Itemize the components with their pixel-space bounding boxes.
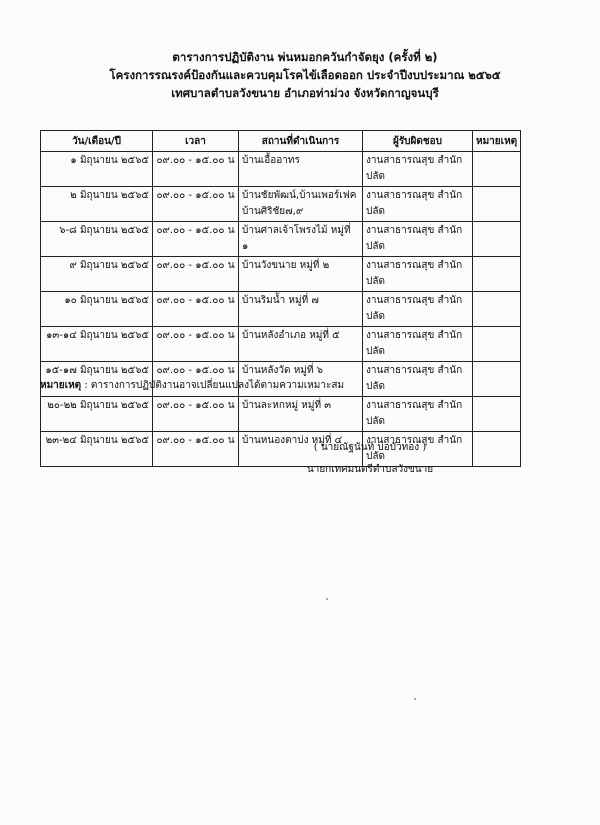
cell-note [473,222,521,257]
cell-responsible: งานสาธารณสุข สำนักปลัด [363,292,473,327]
cell-note [473,152,521,187]
table-row [41,222,521,257]
cell-note [473,432,521,467]
cell-time: ๐๙.๐๐ - ๑๕.๐๐ น [153,152,239,187]
column-header-responsible: ผู้รับผิดชอบ [363,131,473,152]
document-header [60,48,550,102]
cell-date: ๒๐-๒๒ มิถุนายน ๒๕๖๕ [41,397,153,432]
header-organization: เทศบาลตำบลวังขนาย อำเภอท่าม่วง จังหวัดกาญจนบุรี [171,86,439,100]
cell-date: ๑๕-๑๗ มิถุนายน ๒๕๖๕ [41,362,153,397]
schedule-table [40,130,521,467]
column-header-date: วัน/เดือน/ปี [41,131,153,152]
cell-note [473,257,521,292]
cell-place [239,187,363,222]
cell-responsible: งานสาธารณสุข สำนักปลัด [363,432,473,467]
table-row [41,257,521,292]
cell-place: บ้านริมน้ำ หมู่ที่ ๗ [239,292,363,327]
cell-note [473,292,521,327]
cell-place: บ้านหลังอำเภอ หมู่ที่ ๕ [239,327,363,362]
cell-time: ๐๙.๐๐ - ๑๕.๐๐ น [153,292,239,327]
cell-time: ๐๙.๐๐ - ๑๕.๐๐ น [153,222,239,257]
cell-note [473,327,521,362]
column-header-note: หมายเหตุ [473,131,521,152]
cell-responsible: งานสาธารณสุข สำนักปลัด [363,362,473,397]
cell-responsible: งานสาธารณสุข สำนักปลัด [363,397,473,432]
remark-label: หมายเหตุ [40,380,82,391]
cell-date: ๙ มิถุนายน ๒๕๖๕ [41,257,153,292]
table-row [41,152,521,187]
cell-place: บ้านหลังวัด หมู่ที่ ๖ [239,362,363,397]
header-project: โครงการรณรงค์ป้องกันและควบคุมโรคไข้เลือดออก ประจำปีงบประมาณ ๒๕๖๕ [109,68,501,82]
cell-place: บ้านหนองตาบ่ง หมู่ที่ ๔ [239,432,363,467]
cell-date: ๒ มิถุนายน ๒๕๖๕ [41,187,153,222]
cell-note [473,362,521,397]
cell-place-line2: บ้านศิริชัย๗,๙ [242,206,304,217]
remark-text: : ตารางการปฏิบัติงานอาจเปลี่ยนแปลงได้ตามความเหมาะสม [81,380,345,391]
scan-speck [414,698,416,700]
table-row [41,327,521,362]
table-header-row [41,131,521,152]
cell-responsible: งานสาธารณสุข สำนักปลัด [363,257,473,292]
cell-place: บ้านละหกหมู่ หมู่ที่ ๓ [239,397,363,432]
table-row [41,187,521,222]
table-row [41,292,521,327]
cell-date: ๑๓-๑๔ มิถุนายน ๒๕๖๕ [41,327,153,362]
cell-time: ๐๙.๐๐ - ๑๕.๐๐ น [153,397,239,432]
cell-time: ๐๙.๐๐ - ๑๕.๐๐ น [153,187,239,222]
column-header-time: เวลา [153,131,239,152]
cell-place-line1: บ้านชัยพัฒน์,บ้านเพอร์เฟค [242,190,357,201]
cell-note [473,397,521,432]
cell-place: บ้านวังขนาย หมู่ที่ ๒ [239,257,363,292]
cell-time: ๐๙.๐๐ - ๑๕.๐๐ น [153,362,239,397]
header-title: ตารางการปฏิบัติงาน พ่นหมอกควันกำจัดยุง (ครั้งที่ ๒) [172,50,438,64]
cell-responsible: งานสาธารณสุข สำนักปลัด [363,222,473,257]
cell-responsible: งานสาธารณสุข สำนักปลัด [363,327,473,362]
cell-note [473,187,521,222]
cell-time: ๐๙.๐๐ - ๑๕.๐๐ น [153,432,239,467]
table-row [41,397,521,432]
cell-responsible: งานสาธารณสุข สำนักปลัด [363,187,473,222]
column-header-place: สถานที่ดำเนินการ [239,131,363,152]
cell-date: ๖-๘ มิถุนายน ๒๕๖๕ [41,222,153,257]
cell-date: ๒๓-๒๔ มิถุนายน ๒๕๖๕ [41,432,153,467]
scan-speck [326,598,328,600]
remark [40,378,344,393]
signatory-position: นายกเทศมนตรีตำบลวังขนาย [306,464,434,475]
cell-place: บ้านเอื้ออาทร [239,152,363,187]
cell-time: ๐๙.๐๐ - ๑๕.๐๐ น [153,257,239,292]
signatory-name: ( นายณัฐนันท์ บ่อบัวทอง ) [313,442,427,453]
cell-time: ๐๙.๐๐ - ๑๕.๐๐ น [153,327,239,362]
cell-responsible: งานสาธารณสุข สำนักปลัด [363,152,473,187]
cell-date: ๑๐ มิถุนายน ๒๕๖๕ [41,292,153,327]
cell-place: บ้านศาลเจ้าโพรงไม้ หมู่ที่ ๑ [239,222,363,257]
cell-date: ๑ มิถุนายน ๒๕๖๕ [41,152,153,187]
